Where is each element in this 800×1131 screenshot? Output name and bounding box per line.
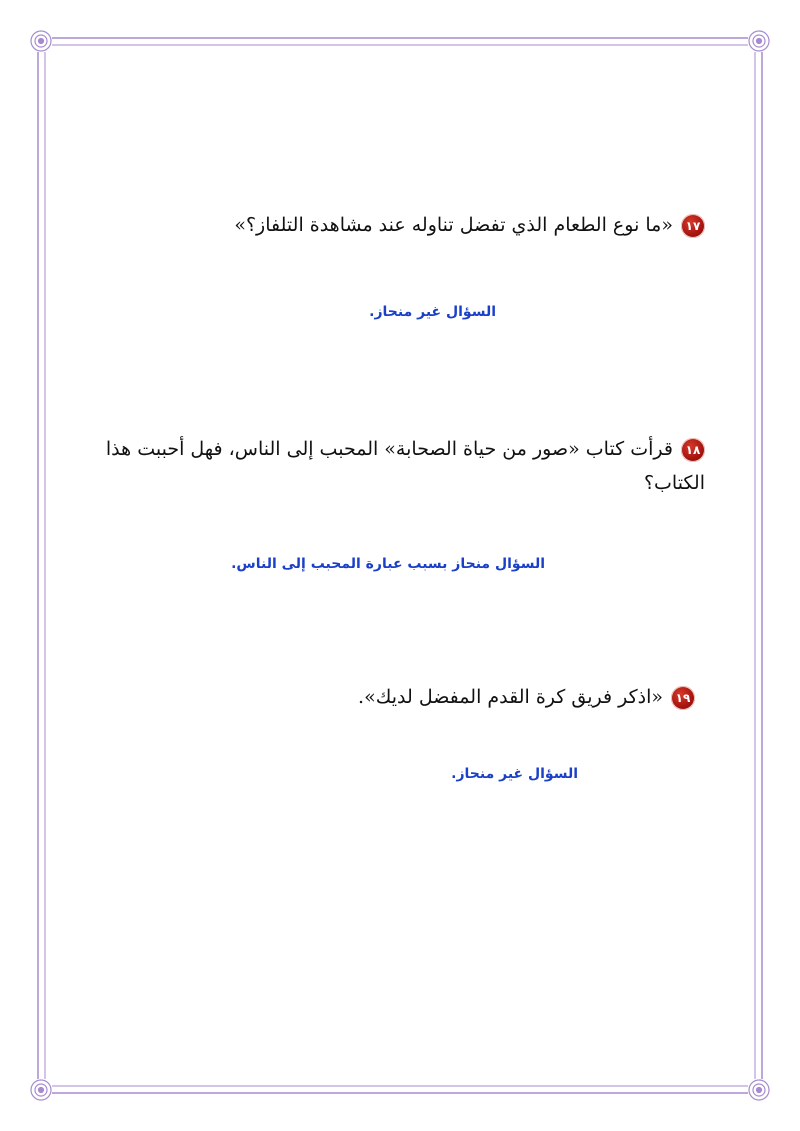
question-number-badge: ١٧ bbox=[681, 214, 705, 238]
question-17 bbox=[145, 208, 705, 242]
question-number-badge: ١٨ bbox=[681, 438, 705, 462]
question-number-badge: ١٩ bbox=[671, 686, 695, 710]
question-19 bbox=[255, 680, 695, 714]
corner-ornament-bottom-right bbox=[749, 1080, 769, 1100]
answer-17: السؤال غير منحاز. bbox=[369, 304, 496, 320]
corner-ornament-top-left bbox=[31, 31, 51, 51]
answer-19: السؤال غير منحاز. bbox=[451, 766, 578, 782]
corner-ornament-bottom-left bbox=[31, 1080, 51, 1100]
corner-ornament-top-right bbox=[749, 31, 769, 51]
answer-18: السؤال منحاز بسبب عبارة المحبب إلى الناس. bbox=[231, 556, 545, 572]
question-text: «ما نوع الطعام الذي تفضل تناوله عند مشاهدة التلفاز؟» bbox=[234, 214, 673, 236]
question-18 bbox=[100, 432, 705, 500]
question-text: «اذكر فريق كرة القدم المفضل لديك». bbox=[358, 686, 663, 708]
question-text: قرأت كتاب «صور من حياة الصحابة» المحبب إلى الناس، فهل أحببت هذا الكتاب؟ bbox=[105, 438, 705, 494]
